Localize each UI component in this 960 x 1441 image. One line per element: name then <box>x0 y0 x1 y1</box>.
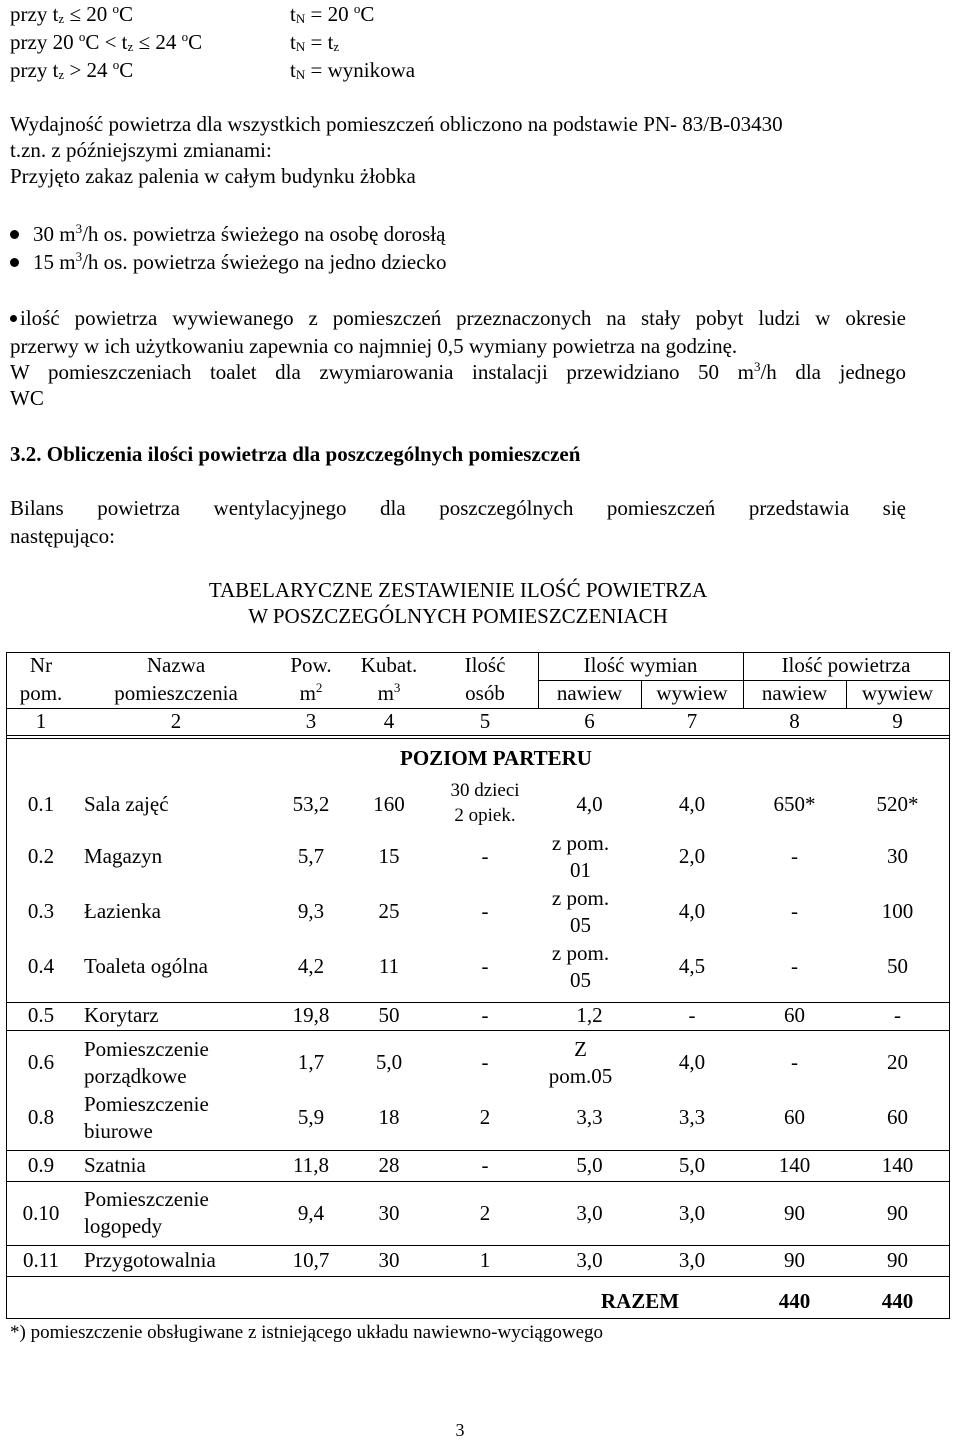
header-pom: pom. <box>19 681 63 705</box>
bullet-icon <box>10 315 17 322</box>
row-nr: 0.6 <box>27 1050 55 1074</box>
row-nr: 0.10 <box>22 1201 60 1225</box>
row-wym-n: z pom. <box>551 831 610 855</box>
row-pow-n: 140 <box>778 1153 811 1177</box>
row-kub: 160 <box>373 792 405 816</box>
row-wym-n-2: 05 <box>570 968 591 992</box>
row-pow: 5,7 <box>297 844 325 868</box>
row-osob: - <box>481 844 489 868</box>
row-pow-w: 60 <box>887 1105 908 1129</box>
row-kub: 18 <box>378 1105 400 1129</box>
row-name: Pomieszczenie <box>84 1037 209 1061</box>
table-title-line-2: W POSZCZEGÓLNYCH POMIESZCZENIACH <box>248 604 668 628</box>
header-powietrza-wywiew: wywiew <box>861 681 934 705</box>
col-number: 8 <box>789 709 800 733</box>
header-powietrza-nawiew: nawiew <box>761 681 828 705</box>
row-pow-w: - <box>894 1003 901 1027</box>
level-label: POZIOM PARTERU <box>400 746 592 770</box>
col-number: 7 <box>686 709 698 733</box>
row-pow: 9,4 <box>297 1201 325 1225</box>
row-wym-w: 2,0 <box>678 844 706 868</box>
row-osob: 2 <box>479 1201 491 1225</box>
row-name-2: biurowe <box>84 1119 153 1143</box>
row-nr: 0.2 <box>27 844 55 868</box>
row-kub: 5,0 <box>375 1050 403 1074</box>
row-pow-n: - <box>791 844 798 868</box>
row-name-2: logopedy <box>84 1214 163 1238</box>
row-kub: 11 <box>378 954 400 978</box>
row-wym-n-2: 01 <box>570 858 591 882</box>
bullet-item-adult: 30 $m^3/h$ os. powietrza świeżego na osobę dorosłą <box>10 222 445 247</box>
row-pow: 4,2 <box>297 954 325 978</box>
header-wymian-wywiew: wywiew <box>656 681 728 705</box>
row-pow: 10,7 <box>292 1248 330 1272</box>
row-nr: 0.3 <box>27 899 55 923</box>
row-pow-n: - <box>791 954 798 978</box>
row-pow-n: 90 <box>784 1201 805 1225</box>
row-name-2: porządkowe <box>84 1064 187 1088</box>
row-wym-n: 3,3 <box>576 1105 603 1129</box>
condition-3: przy $t_z > 24$ $^o$C <box>10 57 134 82</box>
condition-1-result: $t_N = 20$ $^o$C <box>290 1 375 26</box>
condition-2: przy 20 $^oC < t_z \le 24$ $^o$C <box>10 29 203 54</box>
row-wym-n-2: pom.05 <box>548 1064 613 1088</box>
row-wym-w: 4,0 <box>678 792 706 816</box>
row-pow-w: 90 <box>887 1248 908 1272</box>
row-osob: 1 <box>479 1248 491 1272</box>
bullet-icon <box>10 258 19 267</box>
row-pow-n: 60 <box>784 1003 805 1027</box>
row-wym-n: 3,0 <box>576 1201 603 1225</box>
row-name: Pomieszczenie <box>84 1187 209 1211</box>
row-pow-w: 90 <box>887 1201 908 1225</box>
row-kub: 15 <box>378 844 400 868</box>
row-nr: 0.1 <box>27 792 55 816</box>
row-osob: - <box>481 1050 489 1074</box>
row-name: Przygotowalnia <box>84 1248 216 1272</box>
row-wym-n: 5,0 <box>576 1153 603 1177</box>
row-pow-w: 20 <box>887 1050 908 1074</box>
row-pow-n: - <box>791 899 798 923</box>
row-nr: 0.8 <box>27 1105 55 1129</box>
row-pow-w: 520* <box>876 792 919 816</box>
paragraph-2-line-4: WC <box>10 386 44 410</box>
row-name: Łazienka <box>84 899 161 923</box>
row-wym-w: 3,0 <box>678 1201 706 1225</box>
row-osob: 30 dzieci <box>450 780 520 801</box>
row-name: Sala zajęć <box>84 792 169 816</box>
row-wym-w: 3,0 <box>678 1248 706 1272</box>
row-name: Korytarz <box>84 1003 159 1027</box>
row-pow: 9,3 <box>297 899 325 923</box>
condition-1: przy $t_z \le 20$ $^o$C <box>10 1 133 26</box>
row-pow: 19,8 <box>292 1003 330 1027</box>
row-pow: 53,2 <box>292 792 330 816</box>
paragraph-3-line-2: następująco: <box>10 524 115 548</box>
row-name: Toaleta ogólna <box>84 954 208 978</box>
header-nazwa: Nazwa <box>146 653 206 677</box>
row-pow: 11,8 <box>293 1153 329 1177</box>
col-number: 2 <box>170 709 182 733</box>
bullet-item-child: 15 $m^3/h$ os. powietrza świeżego na jedno dziecko <box>10 250 447 275</box>
col-number: 3 <box>305 709 317 733</box>
row-kub: 28 <box>378 1153 400 1177</box>
header-kubat-unit: $m^3$ <box>377 680 401 705</box>
row-pow-w: 50 <box>887 954 908 978</box>
row-wym-w: 5,0 <box>678 1153 706 1177</box>
row-name: Magazyn <box>84 844 163 868</box>
row-pow-w: 140 <box>881 1153 914 1177</box>
paragraph-2-line-3: W pomieszczeniach toalet dla zwymiarowania instalacji przewidziano 50 $m^3/h$ dla jednego <box>10 359 907 384</box>
condition-2-result: $t_N = t_z$ <box>290 30 340 54</box>
page-number: 3 <box>455 1420 465 1440</box>
col-number: 1 <box>35 709 47 733</box>
row-pow: 1,7 <box>297 1050 325 1074</box>
row-pow-n: 650* <box>773 792 816 816</box>
row-pow-n: - <box>791 1050 798 1074</box>
row-wym-n: Z <box>574 1037 587 1061</box>
total-nawiew: 440 <box>778 1289 811 1313</box>
row-pow-n: 90 <box>784 1248 805 1272</box>
paragraph-2-line-2: przerwy w ich użytkowaniu zapewnia co najmniej 0,5 wymiany powietrza na godzinę. <box>10 334 738 358</box>
row-name: Szatnia <box>84 1153 146 1177</box>
table-title-line-1: TABELARYCZNE ZESTAWIENIE ILOŚĆ POWIETRZA <box>208 578 708 602</box>
col-number: 5 <box>479 709 491 733</box>
row-nr: 0.9 <box>27 1153 55 1177</box>
row-wym-w: 4,5 <box>678 954 706 978</box>
row-kub: 30 <box>378 1248 400 1272</box>
total-wywiew: 440 <box>881 1289 914 1313</box>
paragraph-1-line-2: t.zn. z późniejszymi zmianami: <box>10 138 272 162</box>
header-pomieszczenia: pomieszczenia <box>114 681 238 705</box>
row-osob-2: 2 opiek. <box>454 805 516 826</box>
col-number: 6 <box>584 709 595 733</box>
row-wym-n: 1,2 <box>576 1003 603 1027</box>
paragraph-2-line-1: ilość powietrza wywiewanego z pomieszczeń przeznaczonych na stały pobyt ludzi w okresie <box>10 306 906 331</box>
row-kub: 25 <box>378 899 400 923</box>
condition-3-result: $t_N$ = wynikowa <box>290 58 416 82</box>
header-kubat: Kubat. <box>360 653 418 677</box>
row-wym-n-2: 05 <box>570 913 591 937</box>
row-name: Pomieszczenie <box>84 1092 209 1116</box>
header-ilosc: Ilość <box>464 653 506 677</box>
paragraph-1-line-1: Wydajność powietrza dla wszystkich pomieszczeń obliczono na podstawie PN- 83/B-03430 <box>10 112 783 136</box>
header-pow: Pow. <box>290 653 332 677</box>
row-nr: 0.4 <box>27 954 55 978</box>
header-ilosc-powietrza: Ilość powietrza <box>781 653 911 677</box>
row-nr: 0.5 <box>27 1003 55 1027</box>
row-pow-n: 60 <box>784 1105 805 1129</box>
row-pow: 5,9 <box>297 1105 325 1129</box>
header-wymian-nawiew: nawiew <box>556 681 623 705</box>
header-ilosc-wymian: Ilość wymian <box>583 653 698 677</box>
row-osob: - <box>481 899 489 923</box>
paragraph-3-line-1: Bilans powietrza wentylacyjnego dla poszczególnych pomieszczeń przedstawia się <box>10 496 906 520</box>
footnote: *) pomieszczenie obsługiwane z istniejącego układu nawiewno-wyciągowego <box>10 1322 604 1343</box>
row-wym-n: 4,0 <box>576 792 603 816</box>
row-wym-w: 4,0 <box>678 1050 706 1074</box>
row-wym-w: 4,0 <box>678 899 706 923</box>
row-pow-w: 30 <box>887 844 908 868</box>
row-wym-w: - <box>688 1003 696 1027</box>
section-heading: 3.2. Obliczenia ilości powietrza dla poszczególnych pomieszczeń <box>10 442 581 466</box>
header-osob: osób <box>465 681 505 705</box>
header-pow-unit: $m^2$ <box>299 680 323 705</box>
row-pow-w: 100 <box>881 899 914 923</box>
row-wym-w: 3,3 <box>678 1105 706 1129</box>
row-osob: - <box>481 1153 489 1177</box>
row-osob: - <box>481 1003 489 1027</box>
col-number: 4 <box>383 709 395 733</box>
row-wym-n: z pom. <box>551 941 610 965</box>
total-label: RAZEM <box>600 1289 680 1313</box>
row-wym-n: 3,0 <box>576 1248 603 1272</box>
row-wym-n: z pom. <box>551 886 610 910</box>
row-nr: 0.11 <box>23 1248 59 1272</box>
row-osob: 2 <box>479 1105 491 1129</box>
row-kub: 30 <box>378 1201 400 1225</box>
col-number: 9 <box>892 709 903 733</box>
bullet-icon <box>10 230 19 239</box>
row-osob: - <box>481 954 489 978</box>
row-kub: 50 <box>378 1003 400 1027</box>
header-nr: Nr <box>29 653 53 677</box>
paragraph-1-line-3: Przyjęto zakaz palenia w całym budynku żłobka <box>10 164 416 188</box>
